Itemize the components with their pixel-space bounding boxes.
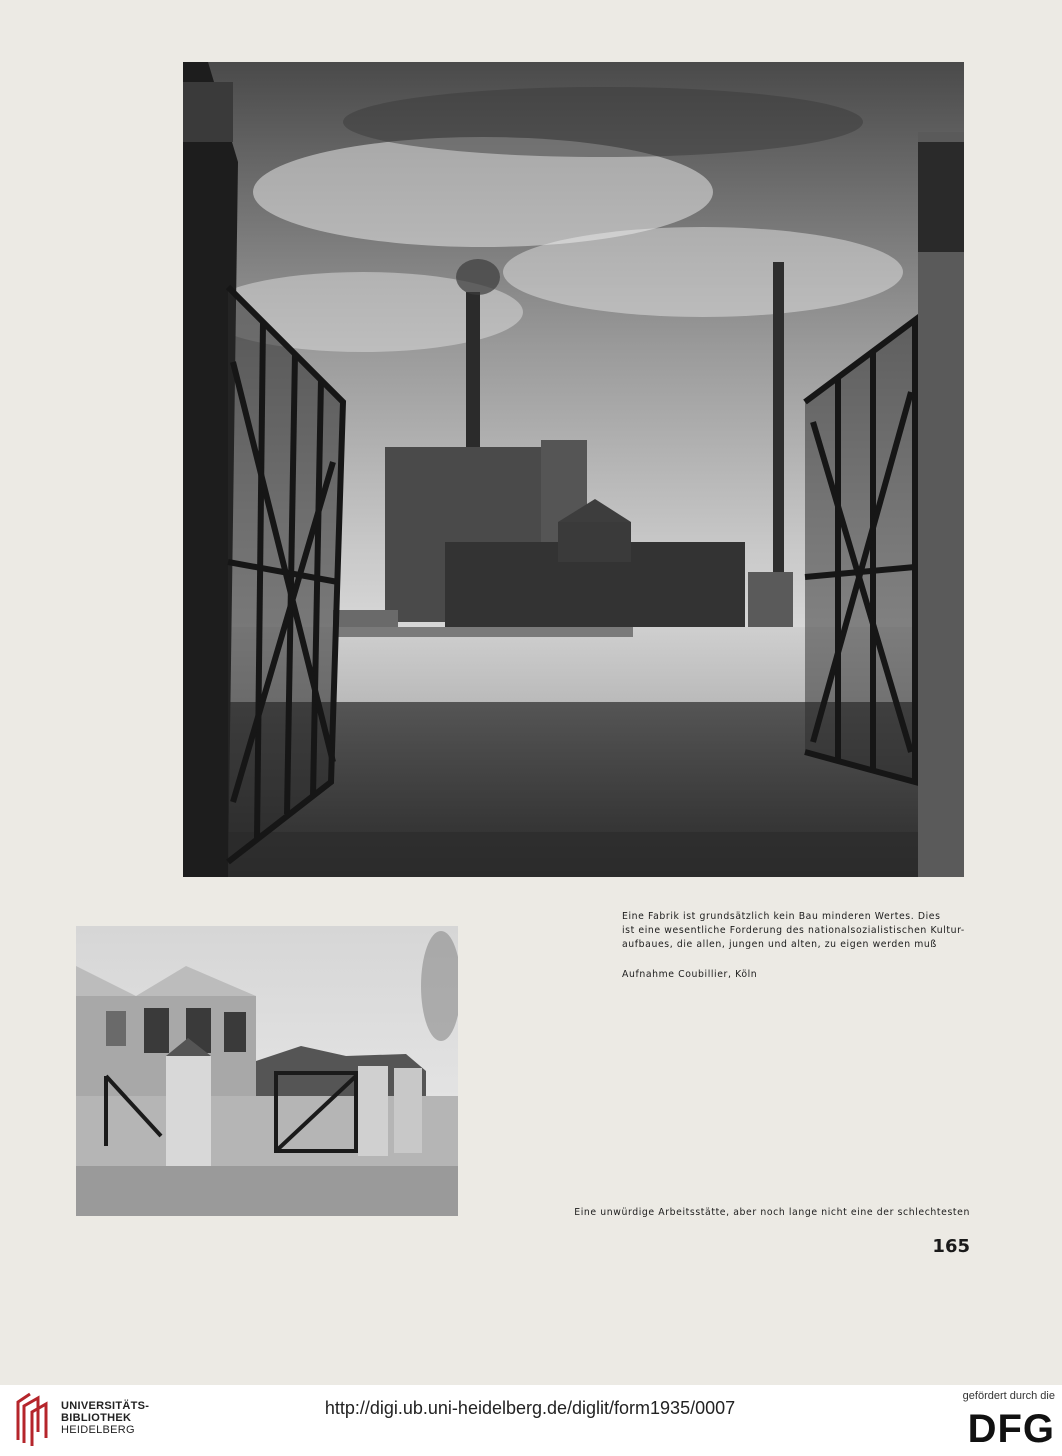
permalink-url[interactable]: http://digi.ub.uni-heidelberg.de/diglit/form1935/0007 bbox=[324, 1398, 736, 1418]
library-logo-icon bbox=[10, 1388, 55, 1448]
page-number: 165 bbox=[932, 1236, 970, 1257]
funded-by-label: gefördert durch die bbox=[962, 1390, 1055, 1402]
dfg-logo: DFG bbox=[967, 1407, 1055, 1451]
caption-line: Eine Fabrik ist grundsätzlich kein Bau minderen Wertes. Dies bbox=[622, 911, 941, 922]
small-photo-caption: Eine unwürdige Arbeitsstätte, aber noch lange nicht eine der schlechtesten bbox=[574, 1207, 970, 1218]
caption-line: ist eine wesentliche Forderung des nationalsozialistischen Kultur- bbox=[622, 925, 965, 936]
photo-credit: Aufnahme Coubillier, Köln bbox=[622, 969, 758, 980]
library-name-line: UNIVERSITÄTS- bbox=[61, 1400, 150, 1412]
library-name bbox=[61, 1400, 171, 1436]
main-photo-caption bbox=[622, 910, 968, 952]
caption-line: aufbaues, die allen, jungen und alten, zu eigen werden muß bbox=[622, 939, 937, 950]
library-name-line: HEIDELBERG bbox=[61, 1424, 135, 1436]
factory-gate-photo bbox=[183, 62, 964, 877]
old-workshop-photo bbox=[76, 926, 458, 1216]
library-name-line: BIBLIOTHEK bbox=[61, 1412, 132, 1424]
